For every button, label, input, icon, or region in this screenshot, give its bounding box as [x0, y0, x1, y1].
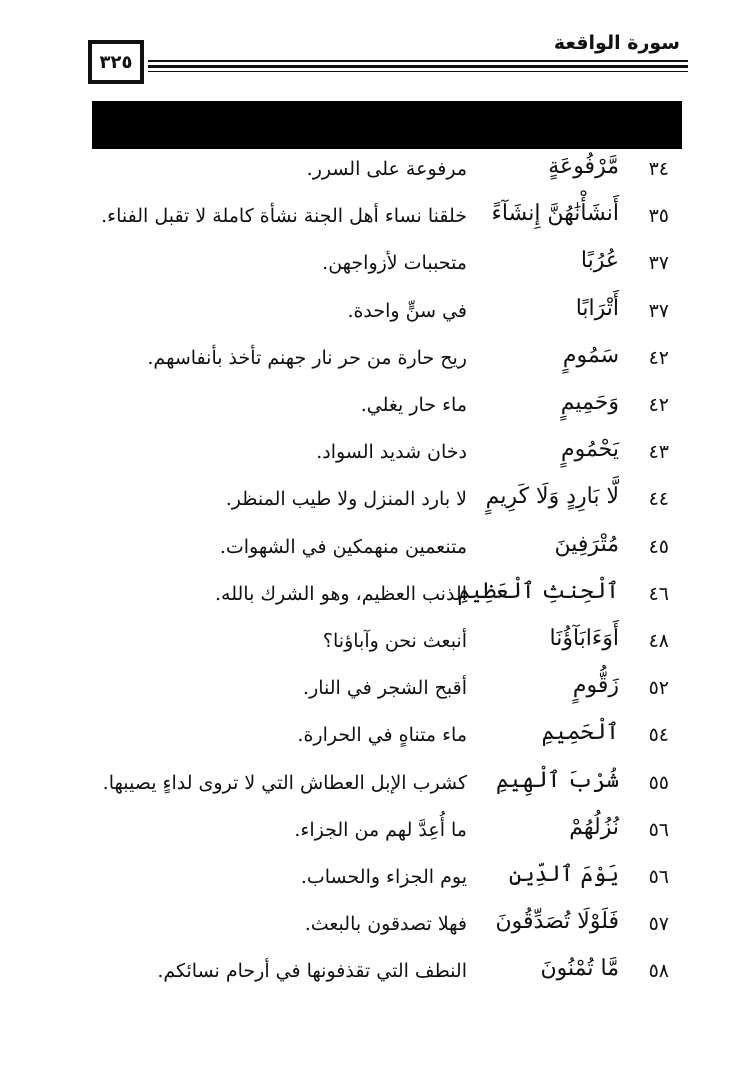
quran-word: مَّا تُمْنُونَ: [540, 956, 619, 982]
word-meaning: خلقنا نساء أهل الجنة نشأة كاملة لا تقبل الفناء.: [101, 205, 467, 228]
header-rule: [148, 65, 688, 68]
word-meaning: أنبعث نحن وآباؤنا؟: [322, 630, 467, 652]
glossary-row: [0, 244, 755, 290]
quran-word: عُرُبًا: [580, 248, 619, 274]
glossary-row: [0, 905, 755, 951]
header-rules: [148, 60, 688, 74]
verse-number: ٤٦: [648, 582, 669, 605]
quran-word: شُرْبَ ٱلْهِيمِ: [495, 767, 619, 793]
word-meaning: كشرب الإبل العطاش التي لا تروى لداءٍ يصيبها.: [102, 771, 467, 794]
quran-word: زَقُّومٍ: [572, 673, 619, 699]
word-meaning: ماء متناهٍ في الحرارة.: [297, 724, 467, 747]
verse-number: ٥٧: [648, 913, 669, 936]
quran-word: أَتْرَابًا: [575, 295, 619, 321]
word-meaning: مرفوعة على السرر.: [306, 158, 467, 180]
glossary-row: [0, 952, 755, 998]
verse-number: ٥٦: [648, 818, 669, 841]
verse-number: ٣٥: [648, 205, 669, 228]
page-number: ٣٢٥: [88, 40, 144, 84]
quran-word: لَّا بَارِدٍ وَلَا كَرِيمٍ: [485, 484, 619, 510]
word-meaning: النطف التي تقذفونها في أرحام نسائكم.: [157, 960, 467, 983]
black-banner: [92, 101, 682, 149]
verse-number: ٤٢: [648, 346, 669, 369]
word-meaning: فهلا تصدقون بالبعث.: [304, 913, 467, 936]
word-meaning: الذنب العظيم، وهو الشرك بالله.: [214, 582, 467, 605]
glossary-row: [0, 716, 755, 762]
word-meaning: ريح حارة من حر نار جهنم تأخذ بأنفاسهم.: [147, 346, 467, 369]
glossary-row: [0, 197, 755, 243]
quran-word: نُزُلُهُمْ: [569, 814, 619, 840]
verse-number: ٣٧: [648, 252, 669, 275]
glossary-row: [0, 528, 755, 574]
verse-number: ٥٥: [648, 771, 669, 794]
word-meaning: متحببات لأزواجهن.: [322, 252, 467, 275]
verse-number: ٤٤: [648, 488, 669, 511]
verse-number: ٣٤: [648, 158, 669, 180]
glossary-row: [0, 622, 755, 668]
word-meaning: يوم الجزاء والحساب.: [300, 866, 467, 888]
verse-number: ٤٨: [648, 630, 669, 652]
word-meaning: في سنٍّ واحدة.: [347, 299, 467, 322]
glossary-row: [0, 433, 755, 479]
quran-word: مُتْرَفِينَ: [554, 531, 619, 557]
word-meaning: أقبح الشجر في النار.: [303, 677, 467, 700]
glossary-row: [0, 339, 755, 385]
word-meaning: دخان شديد السواد.: [316, 441, 467, 464]
quran-word: ٱلْحَمِيمِ: [541, 720, 619, 746]
glossary-row: [0, 764, 755, 810]
glossary-row: [0, 480, 755, 526]
quran-word: مَّرْفُوعَةٍ: [548, 154, 619, 179]
word-meaning: ما أُعِدَّ لهم من الجزاء.: [294, 818, 467, 841]
word-meaning: متنعمين منهمكين في الشهوات.: [219, 535, 467, 558]
page-header: [88, 28, 688, 90]
word-meaning: ماء حار يغلي.: [360, 394, 467, 416]
glossary-row: [0, 575, 755, 621]
verse-number: ٤٥: [648, 535, 669, 558]
verse-number: ٤٢: [648, 394, 669, 416]
quran-word: وَحَمِيمٍ: [560, 390, 619, 415]
word-meaning: لا بارد المنزل ولا طيب المنظر.: [225, 488, 467, 511]
verse-number: ٥٨: [648, 960, 669, 983]
glossary-row: [0, 811, 755, 857]
glossary-row: [0, 292, 755, 338]
surah-title: سورة الواقعة: [553, 32, 680, 54]
quran-word: يَحْمُومٍ: [560, 437, 619, 463]
quran-word: يَوْمَ ٱلدِّينِ: [508, 862, 619, 887]
header-rule: [148, 60, 688, 62]
glossary-row: [0, 669, 755, 715]
verse-number: ٥٤: [648, 724, 669, 747]
quran-word: ٱلْحِنثِ ٱلْعَظِيمِ: [457, 578, 619, 604]
glossary-row: [0, 858, 755, 904]
quran-word: أَنشَأْنَٰهُنَّ إِنشَآءً: [491, 201, 619, 227]
quran-word: فَلَوْلَا تُصَدِّقُونَ: [495, 909, 619, 935]
verse-number: ٤٣: [648, 441, 669, 464]
quran-word: سَمُومٍ: [562, 342, 619, 368]
glossary-row: [0, 150, 755, 196]
verse-number: ٥٢: [648, 677, 669, 700]
verse-number: ٥٦: [648, 866, 669, 888]
header-rule: [148, 71, 688, 72]
quran-word: أَوَءَابَآؤُنَا: [549, 626, 619, 651]
glossary-row: [0, 386, 755, 432]
verse-number: ٣٧: [648, 299, 669, 322]
